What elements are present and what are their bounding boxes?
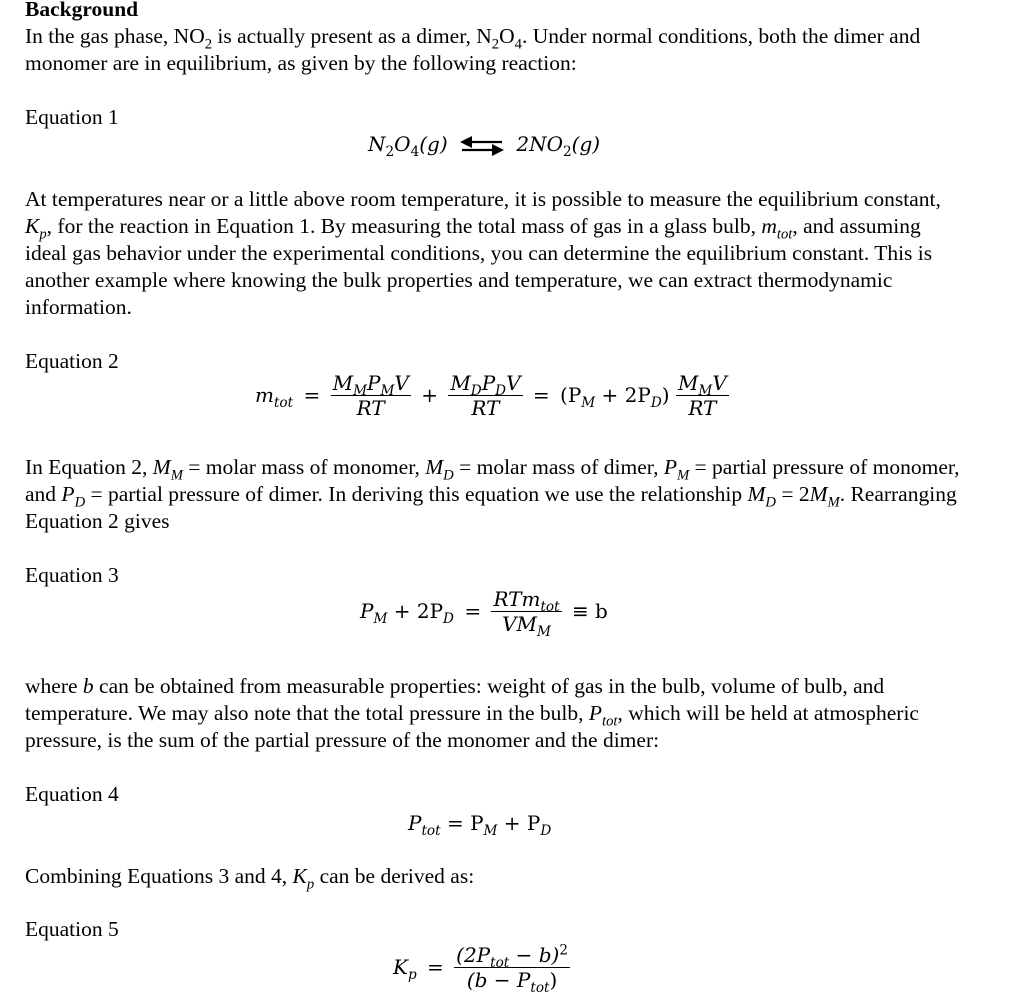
paragraph-measurement: At temperatures near or a little above room temperature, it is possible to measure the equilibrium constant, $K_p$, for the reaction in Equation 1. By measuring the total mass of gas in a glass bulb, $m_{tot}$, and assuming ideal gas behavior under the experimental conditions, you can determine the equilibrium constant. This is another example where knowing the bulk properties and temperature, we can extract thermodynamic information. (25, 187, 941, 319)
equation-2-label: Equation 2 (25, 349, 119, 373)
equilibrium-arrow-icon (460, 136, 504, 156)
equation-2-fraction-monomer: $\frac{M_MP_MV}{RT}$ (332, 371, 409, 420)
equation-1: $N_2O_4(g)$ $2NO_2(g)$ (368, 132, 601, 160)
paragraph-definitions: In Equation 2, $M_M$ = molar mass of monomer, $M_D$ = molar mass of dimer, $P_M$ = partial pressure of monomer, and $P_D$ = partial pressure of dimer. In deriving this equation we use the relationship $M_D = 2M_M$. Rearranging Equation 2 gives (25, 455, 960, 533)
equation-5-label: Equation 5 (25, 917, 119, 941)
equation-5: $K_p$ = $\frac{(2P_{tot} - b)^2}{(b - P_{tot})}$ (393, 942, 568, 996)
paragraph-intro: In the gas phase, $NO_2$ is actually present as a dimer, $N_2O_4$. Under normal conditions, both the dimer and monomer are in equilibrium, as given by the following reaction: (25, 24, 921, 75)
equation-4: $P_{tot} = P_M + P_D$ (408, 811, 552, 839)
equation-4-label: Equation 4 (25, 782, 119, 806)
equation-3-label: Equation 3 (25, 563, 119, 587)
equation-3: $P_M + 2P_D$ = $\frac{RTm_{tot}}{VM_M}$ ≡ b (360, 587, 608, 640)
equation-2-fraction-dimer: $\frac{M_DP_DV}{RT}$ (450, 371, 521, 420)
paragraph-total-pressure: where b can be obtained from measurable properties: weight of gas in the bulb, volume of bulb, and temperature. We may also note that the total pressure in the bulb, $P_{tot}$, which will be held at atmospheric pressure, is the sum of the partial pressure of the monomer and the dimer: (25, 674, 919, 752)
section-heading: Background (25, 0, 139, 21)
equation-1-label: Equation 1 (25, 105, 119, 129)
paragraph-combining: Combining Equations 3 and 4, $K_p$ can be derived as: (25, 864, 475, 893)
equation-2-fraction-combined: $\frac{M_MV}{RT}$ (677, 371, 727, 420)
equation-3-fraction: $\frac{RTm_{tot}}{VM_M}$ (493, 587, 560, 640)
equation-5-fraction: $\frac{(2P_{tot} - b)^2}{(b - P_{tot})}$ (456, 942, 568, 996)
equation-2: $m_{tot}$ = $\frac{M_MP_MV}{RT}$ + $\frac{M_DP_DV}{RT}$ = $(P_M + 2P_D)$ $\frac{M_MV}{RT}$ (255, 371, 727, 420)
